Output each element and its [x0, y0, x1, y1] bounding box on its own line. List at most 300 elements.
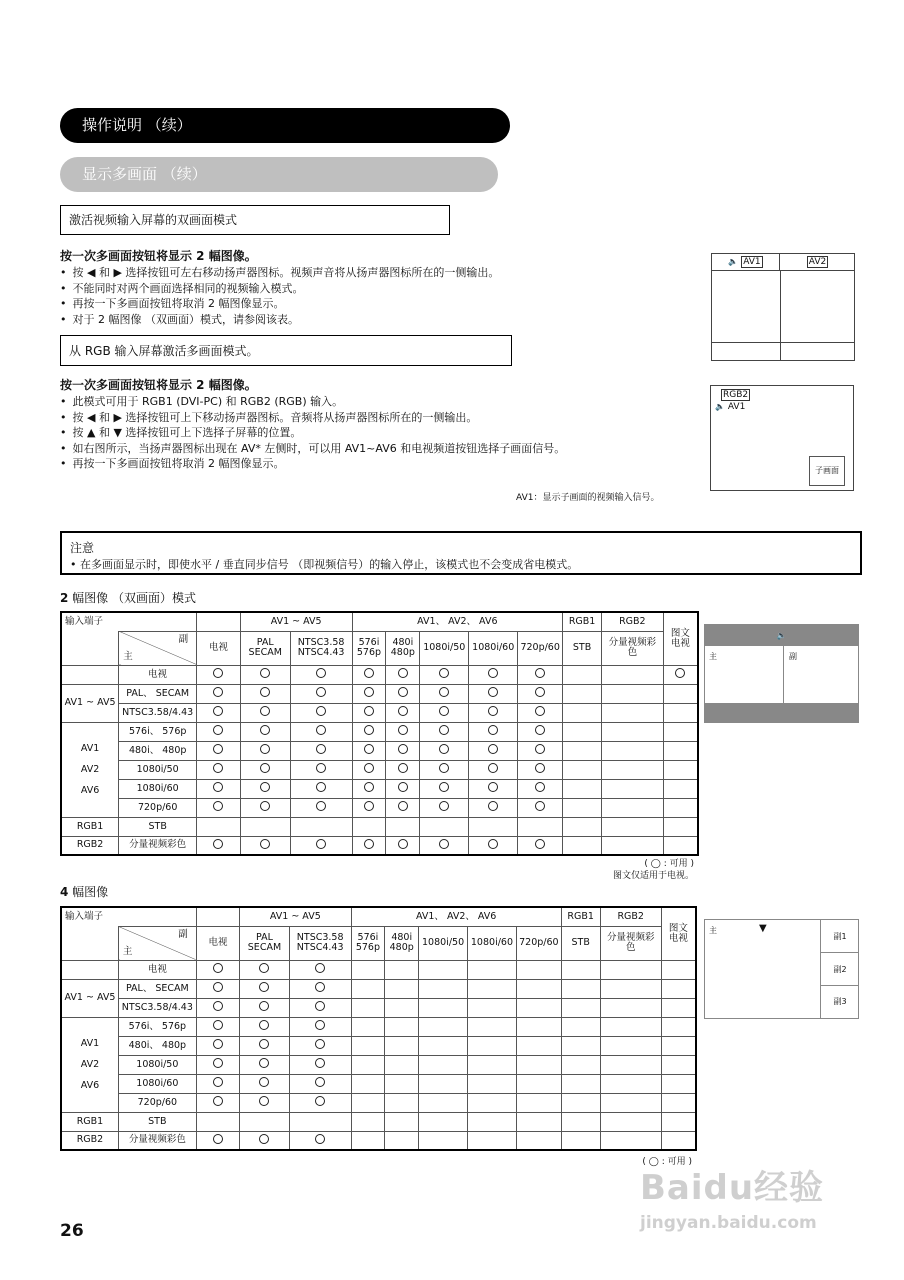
- table-cell: [518, 722, 563, 741]
- table-cell: [420, 665, 469, 684]
- table-cell: [197, 798, 241, 817]
- table-cell: [240, 760, 290, 779]
- header-group: AV1、 AV2、 AV6: [351, 907, 561, 926]
- table-cell: [352, 760, 386, 779]
- list-item: • 如右图所示，当扬声器图标出现在 AV* 左侧时，可以用 AV1~AV6 和电视频道按钮选择子画面信号。: [60, 441, 700, 457]
- table-cell: [352, 741, 386, 760]
- row-group-label: AV1 ~ AV5: [61, 684, 119, 722]
- header-rgb1: RGB1: [563, 612, 602, 631]
- table-cell: [351, 1093, 385, 1112]
- quad-layout-diagram: [704, 919, 859, 1019]
- header-group: AV1 ~ AV5: [240, 907, 351, 926]
- compat-table-2: [60, 611, 699, 856]
- table-cell: [240, 998, 290, 1017]
- table-cell: [385, 979, 419, 998]
- table-cell: [663, 741, 698, 760]
- available-circle-icon: [535, 839, 545, 849]
- table-cell: [602, 836, 664, 855]
- table-cell: [419, 1112, 468, 1131]
- available-circle-icon: [535, 706, 545, 716]
- table-cell: [663, 779, 698, 798]
- available-circle-icon: [364, 782, 374, 792]
- table-cell: [469, 665, 518, 684]
- available-circle-icon: [260, 668, 270, 678]
- list-item: • 按 ◀ 和 ▶ 选择按钮可上下移动扬声器图标。音频将从扬声器图标所在的一侧输出。: [60, 410, 700, 426]
- available-circle-icon: [260, 801, 270, 811]
- table-cell: [196, 1093, 239, 1112]
- table-cell: [561, 1131, 600, 1150]
- table-cell: [386, 665, 420, 684]
- table-cell: [351, 998, 385, 1017]
- table-cell: [240, 1093, 290, 1112]
- table-cell: [469, 836, 518, 855]
- screen-right-label: AV2: [808, 257, 827, 267]
- header-group: AV1、 AV2、 AV6: [352, 612, 563, 631]
- table-cell: [289, 979, 351, 998]
- note-title: 注意: [70, 541, 95, 555]
- table-cell: [516, 1112, 561, 1131]
- available-circle-icon: [260, 706, 270, 716]
- row-label: NTSC3.58/4.43: [118, 998, 196, 1017]
- section2-lead: 按一次多画面按钮将显示 2 幅图像。: [60, 378, 257, 392]
- table-cell: [196, 1036, 239, 1055]
- available-circle-icon: [316, 744, 326, 754]
- note-text: 在多画面显示时，即使水平 / 垂直同步信号 （即视频信号）的输入停止，该模式也不会变成省电模式。: [80, 558, 579, 571]
- available-circle-icon: [488, 763, 498, 773]
- table-cell: [600, 1036, 661, 1055]
- available-circle-icon: [316, 763, 326, 773]
- section1-title-box: 激活视频输入屏幕的双画面模式: [60, 205, 450, 235]
- speaker-icon: 🔈: [728, 257, 739, 266]
- table-cell: [289, 1036, 351, 1055]
- table-cell: [352, 684, 386, 703]
- table-cell: [563, 779, 602, 798]
- table-cell: [516, 1036, 561, 1055]
- watermark: [640, 1160, 880, 1260]
- available-circle-icon: [315, 1001, 325, 1011]
- table-cell: [197, 741, 241, 760]
- table-cell: [600, 979, 661, 998]
- table-cell: [351, 979, 385, 998]
- column-header: 分量视频彩 色: [602, 631, 664, 665]
- column-header: 电视: [196, 926, 239, 960]
- table-cell: [518, 741, 563, 760]
- table-cell: [518, 760, 563, 779]
- table-cell: [290, 817, 352, 836]
- sub-label: AV1: [727, 402, 746, 412]
- available-circle-icon: [213, 839, 223, 849]
- available-circle-icon: [364, 687, 374, 697]
- table-cell: [420, 741, 469, 760]
- row-label: 480i、 480p: [118, 1036, 196, 1055]
- screen-left-label: AV1: [743, 257, 761, 267]
- table-cell: [602, 798, 664, 817]
- table-cell: [469, 798, 518, 817]
- table-cell: [352, 722, 386, 741]
- table-cell: [290, 722, 352, 741]
- available-circle-icon: [259, 1134, 269, 1144]
- table-cell: [420, 817, 469, 836]
- table-cell: [290, 665, 352, 684]
- table-cell: [561, 1112, 600, 1131]
- available-circle-icon: [316, 801, 326, 811]
- available-circle-icon: [213, 1096, 223, 1106]
- available-circle-icon: [535, 725, 545, 735]
- table-cell: [563, 798, 602, 817]
- available-circle-icon: [364, 763, 374, 773]
- available-circle-icon: [488, 744, 498, 754]
- available-circle-icon: [213, 801, 223, 811]
- table-cell: [419, 1036, 468, 1055]
- row-label: 720p/60: [118, 1093, 196, 1112]
- table-cell: [516, 1017, 561, 1036]
- table-cell: [351, 1036, 385, 1055]
- available-circle-icon: [259, 1001, 269, 1011]
- column-header: 1080i/60: [469, 631, 518, 665]
- table-cell: [197, 703, 241, 722]
- row-group-label: RGB2: [61, 836, 119, 855]
- table-cell: [518, 779, 563, 798]
- table-cell: [602, 741, 664, 760]
- table-cell: [661, 1112, 696, 1131]
- available-circle-icon: [260, 725, 270, 735]
- table-cell: [352, 836, 386, 855]
- table-cell: [600, 1017, 661, 1036]
- watermark-url: jingyan.baidu.com: [640, 1213, 817, 1233]
- available-circle-icon: [213, 1001, 223, 1011]
- table-cell: [240, 979, 290, 998]
- column-header: 720p/60: [518, 631, 563, 665]
- available-circle-icon: [439, 763, 449, 773]
- table-cell: [385, 960, 419, 979]
- available-circle-icon: [439, 725, 449, 735]
- table-cell: [240, 960, 290, 979]
- table-cell: [516, 1055, 561, 1074]
- table-cell: [661, 1074, 696, 1093]
- table-cell: [386, 722, 420, 741]
- row-label: 576i、 576p: [118, 1017, 196, 1036]
- table-cell: [516, 998, 561, 1017]
- table-cell: [563, 684, 602, 703]
- table-cell: [663, 684, 698, 703]
- table-cell: [196, 1055, 239, 1074]
- table-cell: [420, 836, 469, 855]
- table-cell: [352, 703, 386, 722]
- table-cell: [419, 979, 468, 998]
- dual-layout-diagram: [704, 624, 859, 723]
- table-cell: [419, 1055, 468, 1074]
- column-header: 480i 480p: [385, 926, 419, 960]
- table-cell: [468, 1074, 517, 1093]
- available-circle-icon: [315, 1020, 325, 1030]
- available-circle-icon: [213, 1039, 223, 1049]
- table-cell: [196, 1131, 239, 1150]
- table-cell: [600, 960, 661, 979]
- table-cell: [602, 760, 664, 779]
- table-cell: [561, 1093, 600, 1112]
- table-cell: [663, 836, 698, 855]
- table-cell: [240, 665, 290, 684]
- column-header: PAL SECAM: [240, 926, 290, 960]
- section2-bullets: [60, 394, 700, 472]
- table-cell: [290, 779, 352, 798]
- table-cell: [351, 1017, 385, 1036]
- available-circle-icon: [259, 963, 269, 973]
- available-circle-icon: [488, 839, 498, 849]
- divider: [712, 342, 854, 343]
- watermark-logo: Baidu经验: [640, 1168, 825, 1208]
- bottom-bar: [705, 703, 858, 723]
- available-circle-icon: [535, 801, 545, 811]
- row-label: 电视: [118, 960, 196, 979]
- table-cell: [289, 1112, 351, 1131]
- table-cell: [240, 741, 290, 760]
- list-item: • 再按一下多画面按钮将取消 2 幅图像显示。: [60, 456, 700, 472]
- table-cell: [290, 760, 352, 779]
- row-label: 分量视频彩色: [119, 836, 197, 855]
- table-cell: [468, 1093, 517, 1112]
- list-item: • 此模式可用于 RGB1 (DVI-PC) 和 RGB2 (RGB) 输入。: [60, 394, 700, 410]
- available-circle-icon: [260, 687, 270, 697]
- available-circle-icon: [398, 801, 408, 811]
- table-cell: [196, 998, 239, 1017]
- speaker-icon: 🔈: [705, 625, 858, 646]
- table-cell: [240, 779, 290, 798]
- available-circle-icon: [398, 782, 408, 792]
- column-header: NTSC3.58 NTSC4.43: [290, 631, 352, 665]
- available-circle-icon: [439, 706, 449, 716]
- table-cell: [518, 665, 563, 684]
- table-cell: [240, 722, 290, 741]
- available-circle-icon: [260, 763, 270, 773]
- header-input: 输入端子: [61, 612, 197, 631]
- row-group-label: RGB2: [61, 1131, 118, 1150]
- column-header: 720p/60: [516, 926, 561, 960]
- list-item: • 按 ▲ 和 ▼ 选择按钮可上下选择子屏幕的位置。: [60, 425, 700, 441]
- main-label: 主: [709, 652, 717, 661]
- section1-lead: 按一次多画面按钮将显示 2 幅图像。: [60, 249, 257, 263]
- available-circle-icon: [213, 1134, 223, 1144]
- available-circle-icon: [535, 763, 545, 773]
- table-cell: [386, 779, 420, 798]
- table-cell: [420, 684, 469, 703]
- table-cell: [468, 1036, 517, 1055]
- available-circle-icon: [364, 668, 374, 678]
- available-circle-icon: [398, 839, 408, 849]
- table-cell: [661, 1093, 696, 1112]
- table-cell: [420, 722, 469, 741]
- available-circle-icon: [213, 744, 223, 754]
- available-circle-icon: [260, 839, 270, 849]
- table-cell: [289, 1074, 351, 1093]
- table-cell: [518, 703, 563, 722]
- table-cell: [197, 684, 241, 703]
- table-cell: [661, 979, 696, 998]
- table-cell: [469, 817, 518, 836]
- table-cell: [240, 1055, 290, 1074]
- table-cell: [563, 741, 602, 760]
- available-circle-icon: [259, 1077, 269, 1087]
- row-label: 720p/60: [119, 798, 197, 817]
- table-cell: [602, 722, 664, 741]
- available-circle-icon: [535, 668, 545, 678]
- available-circle-icon: [213, 1058, 223, 1068]
- available-circle-icon: [260, 744, 270, 754]
- table-cell: [602, 684, 664, 703]
- header-rgb1: RGB1: [561, 907, 600, 926]
- available-circle-icon: [364, 801, 374, 811]
- table-cell: [468, 1112, 517, 1131]
- table-cell: [385, 1131, 419, 1150]
- table-cell: [468, 998, 517, 1017]
- table-cell: [663, 798, 698, 817]
- available-circle-icon: [260, 782, 270, 792]
- available-circle-icon: [439, 687, 449, 697]
- available-circle-icon: [315, 1058, 325, 1068]
- available-circle-icon: [316, 706, 326, 716]
- sub-label: 副: [789, 652, 797, 661]
- available-circle-icon: [213, 1077, 223, 1087]
- row-label: STB: [118, 1112, 196, 1131]
- table-cell: [561, 1036, 600, 1055]
- table-cell: [197, 722, 241, 741]
- table-cell: [385, 1112, 419, 1131]
- available-circle-icon: [535, 782, 545, 792]
- table-cell: [469, 684, 518, 703]
- table-cell: [289, 1055, 351, 1074]
- table-cell: [196, 1017, 239, 1036]
- available-circle-icon: [488, 725, 498, 735]
- table-cell: [196, 960, 239, 979]
- available-circle-icon: [259, 1058, 269, 1068]
- table-cell: [289, 998, 351, 1017]
- table-cell: [600, 1112, 661, 1131]
- table-cell: [563, 836, 602, 855]
- column-header: 576i 576p: [352, 631, 386, 665]
- rgb-pip-diagram: [710, 385, 854, 491]
- table-cell: [561, 979, 600, 998]
- table-cell: [563, 817, 602, 836]
- available-circle-icon: [439, 668, 449, 678]
- header-input: 输入端子: [61, 907, 196, 926]
- table-cell: [351, 960, 385, 979]
- table-cell: [420, 798, 469, 817]
- available-circle-icon: [398, 706, 408, 716]
- table-cell: [420, 703, 469, 722]
- available-circle-icon: [213, 725, 223, 735]
- table-cell: [289, 1093, 351, 1112]
- table-cell: [469, 703, 518, 722]
- available-circle-icon: [315, 1096, 325, 1106]
- available-circle-icon: [488, 668, 498, 678]
- header-teletext: 图文 电视: [661, 907, 696, 960]
- table-cell: [386, 798, 420, 817]
- table-cell: [563, 760, 602, 779]
- table-cell: [386, 703, 420, 722]
- table-cell: [469, 760, 518, 779]
- header-rgb2: RGB2: [600, 907, 661, 926]
- available-circle-icon: [488, 687, 498, 697]
- table-cell: [240, 1017, 290, 1036]
- column-header: PAL SECAM: [240, 631, 290, 665]
- table-cell: [661, 960, 696, 979]
- available-circle-icon: [398, 668, 408, 678]
- table-cell: [290, 703, 352, 722]
- sub2-label: 副2: [821, 953, 859, 986]
- table-cell: [563, 665, 602, 684]
- note-box: 注意 • 在多画面显示时，即使水平 / 垂直同步信号 （即视频信号）的输入停止，该模式也不会变成省电模式。: [60, 531, 862, 575]
- table-cell: [386, 760, 420, 779]
- sub3-label: 副3: [833, 997, 847, 1006]
- row-label: PAL、 SECAM: [119, 684, 197, 703]
- table-cell: [468, 960, 517, 979]
- row-label: 576i、 576p: [119, 722, 197, 741]
- row-label: 电视: [119, 665, 197, 684]
- available-circle-icon: [213, 1020, 223, 1030]
- available-circle-icon: [315, 963, 325, 973]
- row-group-label: AV1 ~ AV5: [61, 979, 118, 1017]
- row-label: 1080i/60: [118, 1074, 196, 1093]
- table-cell: [561, 1055, 600, 1074]
- table-cell: [240, 703, 290, 722]
- table-cell: [352, 779, 386, 798]
- column-header: 1080i/50: [419, 926, 468, 960]
- table-cell: [351, 1112, 385, 1131]
- table4-footnote: ( ◯ : 可用 ): [642, 1157, 692, 1167]
- table-cell: [663, 760, 698, 779]
- header-diagonal: 副 主: [118, 926, 196, 960]
- table-cell: [600, 1131, 661, 1150]
- table-cell: [561, 1074, 600, 1093]
- row-label: 1080i/60: [119, 779, 197, 798]
- section2-title-box: 从 RGB 输入屏幕激活多画面模式。: [60, 335, 512, 366]
- table-cell: [385, 1074, 419, 1093]
- table-cell: [351, 1055, 385, 1074]
- main-label: 主: [709, 926, 717, 935]
- available-circle-icon: [364, 839, 374, 849]
- subsection-header: 显示多画面 （续）: [60, 157, 498, 192]
- list-item: • 对于 2 幅图像 （双画面）模式，请参阅该表。: [60, 312, 700, 328]
- available-circle-icon: [316, 725, 326, 735]
- table-cell: [600, 1074, 661, 1093]
- column-header: 1080i/50: [420, 631, 469, 665]
- available-circle-icon: [213, 687, 223, 697]
- table-cell: [386, 817, 420, 836]
- main-label: RGB2: [723, 390, 749, 400]
- table-cell: [518, 798, 563, 817]
- table-cell: [419, 1131, 468, 1150]
- table-cell: [197, 760, 241, 779]
- table-cell: [385, 1055, 419, 1074]
- compat-table-4: [60, 906, 697, 1151]
- table-cell: [563, 703, 602, 722]
- dual-screen-diagram: [711, 253, 855, 361]
- table-cell: [386, 741, 420, 760]
- column-header: STB: [561, 926, 600, 960]
- table-cell: [661, 1131, 696, 1150]
- available-circle-icon: [439, 744, 449, 754]
- available-circle-icon: [213, 963, 223, 973]
- available-circle-icon: [398, 763, 408, 773]
- table-cell: [600, 1093, 661, 1112]
- table-cell: [561, 998, 600, 1017]
- table-cell: [197, 665, 241, 684]
- table-cell: [197, 779, 241, 798]
- table-cell: [663, 817, 698, 836]
- row-group-label: RGB1: [61, 817, 119, 836]
- available-circle-icon: [259, 1020, 269, 1030]
- header-group: AV1 ~ AV5: [240, 612, 352, 631]
